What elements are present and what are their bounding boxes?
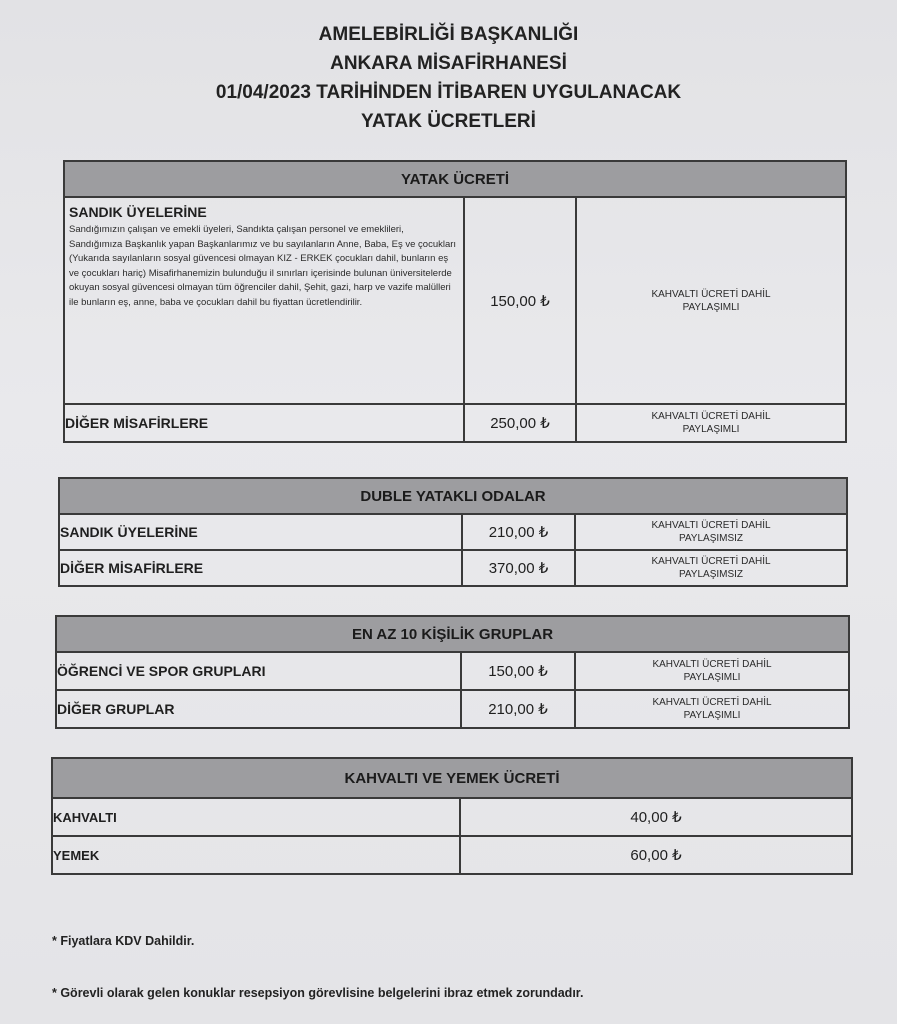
table-row (52, 836, 852, 874)
table-row (52, 798, 852, 836)
table-row (59, 550, 847, 586)
yatak-ucreti-title: YATAK ÜCRETİ (64, 161, 846, 197)
student-sport-groups-note: KAHVALTI ÜCRETİ DAHİL PAYLAŞIMLI (575, 652, 849, 690)
gruplar-title: EN AZ 10 KİŞİLİK GRUPLAR (56, 616, 849, 652)
duble-other-label: DİĞER MİSAFİRLERE (59, 550, 462, 586)
header-line-3: 01/04/2023 TARİHİNDEN İTİBAREN UYGULANACAK (215, 82, 682, 103)
yatak-ucreti-table (63, 160, 847, 443)
yemek-price: 60,00 ₺ (460, 836, 852, 874)
footnote-documents: * Görevli olarak gelen konuklar resepsiyon görevlisine belgelerini ibraz etmek zorundadır. (52, 986, 584, 1000)
duble-yatakli-table (58, 477, 848, 587)
table-row (59, 514, 847, 550)
table-row (56, 652, 849, 690)
footnote-kdv: * Fiyatlara KDV Dahildir. (52, 934, 195, 948)
other-guests-price: 250,00 ₺ (464, 404, 576, 442)
duble-member-label: SANDIK ÜYELERİNE (59, 514, 462, 550)
duble-other-price: 370,00 ₺ (462, 550, 575, 586)
other-guests-note: KAHVALTI ÜCRETİ DAHİL PAYLAŞIMLI (576, 404, 846, 442)
duble-member-note: KAHVALTI ÜCRETİ DAHİL PAYLAŞIMSIZ (575, 514, 847, 550)
header-line-2: ANKARA MİSAFİRHANESİ (330, 53, 567, 74)
table-row (56, 690, 849, 728)
member-note: KAHVALTI ÜCRETİ DAHİL PAYLAŞIMLI (576, 197, 846, 404)
header-line-4: YATAK ÜCRETLERİ (361, 111, 536, 132)
member-price: 150,00 ₺ (464, 197, 576, 404)
student-sport-groups-price: 150,00 ₺ (461, 652, 575, 690)
duble-member-price: 210,00 ₺ (462, 514, 575, 550)
member-cell (64, 197, 464, 404)
gruplar-table (55, 615, 850, 729)
kahvalti-price: 40,00 ₺ (460, 798, 852, 836)
other-guests-label: DİĞER MİSAFİRLERE (64, 404, 464, 442)
member-label: SANDIK ÜYELERİNE (69, 204, 207, 220)
other-groups-label: DİĞER GRUPLAR (56, 690, 461, 728)
kahvalti-yemek-title: KAHVALTI VE YEMEK ÜCRETİ (52, 758, 852, 798)
other-groups-price: 210,00 ₺ (461, 690, 575, 728)
other-groups-note: KAHVALTI ÜCRETİ DAHİL PAYLAŞIMLI (575, 690, 849, 728)
kahvalti-label: KAHVALTI (52, 798, 460, 836)
duble-title: DUBLE YATAKLI ODALAR (59, 478, 847, 514)
kahvalti-yemek-table (51, 757, 853, 875)
yemek-label: YEMEK (52, 836, 460, 874)
member-description: Sandığımızın çalışan ve emekli üyeleri, Sandıkta çalışan personel ve emeklileri, Sandığımıza Başkanlık yapan Başkanlarımız ve bu sayılanların Anne, Baba, Eş ve çocukları (Yukarıda sayılanların sosyal güvencesi olmayan KIZ - ERKEK çocukları dahil, bunların eş ve çocukları hariç) Misafirhanemizin bulunduğu il sınırları içerisinde bulunan üniversitelerde okuyan sosyal güvencesi olmayan tüm öğrenciler dahil, Şehit, gazi, harp ve vazife malülleri ile bunların eş, anne, baba ve çocukları dahil bu fiyattan ücretlendirilir. (69, 224, 457, 308)
document-header (0, 20, 897, 136)
student-sport-groups-label: ÖĞRENCİ VE SPOR GRUPLARI (56, 652, 461, 690)
duble-other-note: KAHVALTI ÜCRETİ DAHİL PAYLAŞIMSIZ (575, 550, 847, 586)
header-line-1: AMELEBİRLİĞİ BAŞKANLIĞI (318, 24, 579, 45)
